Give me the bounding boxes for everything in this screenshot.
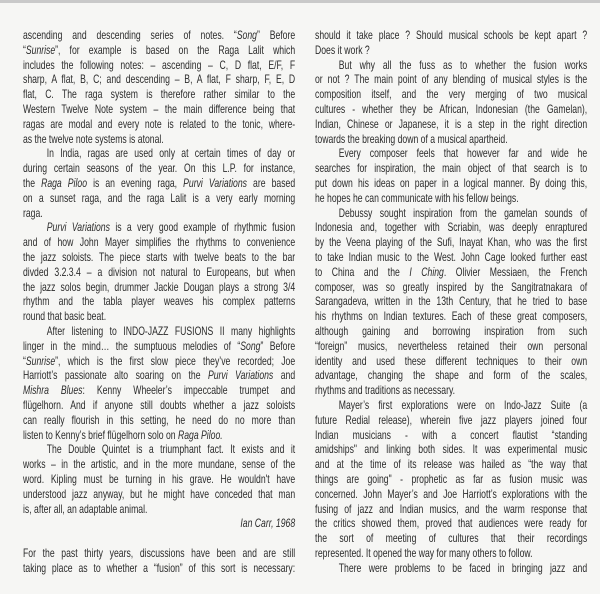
text-segment: : Kenny Wheeler’s impeccable trumpet and <box>82 383 296 398</box>
text-line <box>315 265 587 280</box>
text-segment: represented. It opened the way for many others to follow. <box>315 545 533 560</box>
text-segment: linger in the mind… the sumptuous melodies of “ <box>23 338 241 353</box>
text-line <box>315 398 587 413</box>
text-line <box>23 487 295 502</box>
text-segment: But why all the fuss as to whether the fusion works <box>338 57 588 72</box>
italic-title: Song <box>240 338 261 353</box>
text-segment: the jazz soloists. The piece starts with twelve beats to the bar <box>23 249 296 264</box>
text-line <box>23 206 295 221</box>
text-line <box>315 339 587 354</box>
text-line <box>315 516 587 531</box>
text-segment: taking place as to whether a “fusion” of this sort is necessary: <box>23 560 296 575</box>
paragraph <box>315 58 587 147</box>
text-segment: round that basic beat. <box>23 309 107 324</box>
text-line <box>23 294 295 309</box>
text-line <box>315 294 587 309</box>
text-segment: The Double Quintet is a triumphant fact. It exists and it <box>46 442 296 457</box>
text-segment: After listening to INDO-JAZZ FUSIONS II many highlights <box>46 323 296 338</box>
italic-title: Purvi Variations <box>46 220 110 235</box>
text-line <box>315 117 587 132</box>
text-segment: the <box>23 175 42 190</box>
text-segment: sharp, A flat, B, C; and descending – B, A flat, F sharp, F, E, D <box>23 72 296 87</box>
text-line <box>315 206 587 221</box>
text-segment: to China and the <box>315 264 410 279</box>
text-segment: flat, C. The raga system is therefore rather similar to the <box>23 87 296 102</box>
text-segment: and of how John Mayer simplifies the rhythms to convenience <box>23 235 296 250</box>
text-segment: towards the breaking down of a musical apartheid. <box>315 131 508 146</box>
text-line <box>23 58 295 73</box>
text-line <box>23 191 295 206</box>
text-segment: For the past thirty years, discussions have been and are still <box>23 545 296 560</box>
italic-title: Mishra Blues <box>23 383 83 398</box>
text-segment: advantage, changing the shape and form of the scales, <box>315 368 588 383</box>
text-segment: Indonesia and, together with Scriabin, was deeply enraptured <box>315 220 588 235</box>
text-line <box>23 102 295 117</box>
text-line <box>315 383 587 398</box>
text-segment: Indian musicians - with a concert flautist “standing <box>315 427 588 442</box>
text-line <box>23 398 295 413</box>
text-line <box>315 309 587 324</box>
text-line <box>315 161 587 176</box>
text-segment: cultures - whether they be African, Indonesian (the Gamelan), <box>315 101 588 116</box>
paragraph <box>315 146 587 205</box>
text-segment: is, after all, an adaptable animal. <box>23 501 148 516</box>
text-line <box>23 368 295 383</box>
text-line <box>315 324 587 339</box>
text-line <box>315 72 587 87</box>
text-line <box>315 132 587 147</box>
text-line <box>315 191 587 206</box>
text-line <box>23 457 295 472</box>
paragraph <box>315 28 587 58</box>
text-segment: although gaining and borrowing inspiration from such <box>315 323 588 338</box>
text-line <box>23 28 295 43</box>
text-line <box>315 176 587 191</box>
paragraph <box>23 324 295 442</box>
text-segment: on a sunset raga, and the raga Lalit is a very early morning <box>23 190 296 205</box>
text-segment: ragas are modal and every note is related to the tonic, where- <box>23 116 296 131</box>
text-line <box>23 235 295 250</box>
text-segment: . Olivier Messiaen, the French <box>443 264 588 279</box>
italic-title: Purvi Variations <box>183 175 247 190</box>
text-segment: “foreign” musics, nevertheless retained their own personal <box>315 338 588 353</box>
text-segment: works – in the artistic, and in the more mundane, sense of the <box>23 457 296 472</box>
text-line <box>23 561 295 576</box>
text-segment: “ <box>23 353 26 368</box>
text-line <box>315 502 587 517</box>
text-line <box>23 383 295 398</box>
text-segment: rhythm and the tabla player weaves his complex patterns <box>23 294 296 309</box>
text-segment: ” Before <box>260 338 296 353</box>
text-segment: “ <box>23 42 26 57</box>
text-segment: and at the time of its release was hailed as “the way that <box>315 457 588 472</box>
text-line <box>315 413 587 428</box>
text-line <box>315 220 587 235</box>
text-segment: In India, ragas are used only at certain times of day or <box>46 146 296 161</box>
text-line <box>315 428 587 443</box>
paragraph <box>23 220 295 324</box>
text-segment: includes the following notes: – ascending – C, D flat, E/F, F <box>23 57 296 72</box>
text-segment: are based <box>246 175 296 190</box>
text-line <box>315 487 587 502</box>
paragraph <box>315 206 587 398</box>
text-segment: composer, was so greatly inspired by the Sangitratnakara of <box>315 279 588 294</box>
text-segment: Western Twelve Note system – the main difference being that <box>23 101 296 116</box>
text-line <box>315 250 587 265</box>
italic-title: Purvi Variations <box>207 368 274 383</box>
text-line <box>23 117 295 132</box>
text-segment: ”, which is the first slow piece they’ve recorded; Joe <box>55 353 296 368</box>
text-segment: Indian, Chinese or Japanese, it is a step in the right direction <box>315 116 588 131</box>
text-line <box>315 368 587 383</box>
text-segment: things are going" - prophetic as far as fusion music was <box>315 471 588 486</box>
text-segment: should it take place ? Should musical schools be kept apart ? <box>315 28 588 42</box>
text-segment: and <box>273 368 296 383</box>
text-line <box>23 43 295 58</box>
text-line <box>315 354 587 369</box>
text-segment: he hopes he can communicate with his fellow beings. <box>315 190 519 205</box>
italic-title: Raga Piloo <box>41 175 88 190</box>
paragraph <box>23 28 295 146</box>
text-line <box>23 250 295 265</box>
text-segment: There were problems to be faced in bringing jazz and <box>338 560 588 575</box>
text-line <box>23 516 295 531</box>
text-line <box>315 87 587 102</box>
text-line <box>23 146 295 161</box>
text-line <box>23 339 295 354</box>
text-segment: put down his ideas on paper in a logical manner. By doing this, <box>315 175 588 190</box>
text-line <box>23 132 295 147</box>
text-line <box>23 428 295 443</box>
text-segment: to take Indian music to the West. John Cage looked further east <box>315 249 588 264</box>
text-line <box>315 43 587 58</box>
text-line <box>23 265 295 280</box>
italic-title: Raga Piloo. <box>177 427 223 442</box>
text-line <box>315 546 587 561</box>
text-segment: the sort of meeting of cultures that their recordings <box>315 531 588 546</box>
text-segment: his rhythms on Indian textures. Each of these great composers, <box>315 309 588 324</box>
text-segment: listen to Kenny’s brief flügelhorn solo on <box>23 427 178 442</box>
paragraph <box>315 561 587 576</box>
italic-title: Song <box>236 28 257 42</box>
text-line <box>315 58 587 73</box>
text-segment: rhythms and traditions as necessary. <box>315 383 456 398</box>
text-segment: identity and used these different techniques to their own <box>315 353 588 368</box>
text-segment: divded 3.2.3.4 – a division not natural to Europeans, but when <box>23 264 296 279</box>
text-segment: Harriott’s passionate alto soaring on the <box>23 368 208 383</box>
text-line <box>315 146 587 161</box>
text-line <box>23 472 295 487</box>
text-line <box>315 472 587 487</box>
text-line <box>315 28 587 43</box>
text-segment: amidships" and linking both sides. It was experimental music <box>315 442 588 457</box>
text-segment: searches for inspiration, the main object of that search is to <box>315 161 588 176</box>
text-segment: concerned. John Mayer’s and Joe Harriott’s explorations with the <box>315 486 588 501</box>
text-segment: Every composer feels that however far and wide he <box>338 146 588 161</box>
text-segment: fusing of jazz and Indian musics, and the warm response that <box>315 501 588 516</box>
paragraph <box>315 398 587 561</box>
author-signature <box>23 516 295 531</box>
text-line <box>23 87 295 102</box>
paragraph <box>23 442 295 516</box>
text-segment: flügelhorn. And if anyone still doubts whether a jazz soloists <box>23 397 296 412</box>
text-line <box>23 176 295 191</box>
text-line <box>23 309 295 324</box>
text-segment: during certain seasons of the year. On this L.P. for instance, <box>23 161 296 176</box>
text-segment: ascending and descending series of notes. “ <box>23 28 237 42</box>
page-top-edge <box>0 0 600 3</box>
text-line <box>23 413 295 428</box>
right-text-column <box>315 28 587 575</box>
text-segment: the critics showed them, proved that audiences were ready for <box>315 516 588 531</box>
text-segment: word. Kipling must be turning in his grave. He wouldn't have <box>23 471 296 486</box>
text-segment: Does it work ? <box>315 42 370 57</box>
italic-title: Sunrise <box>25 42 56 57</box>
text-line <box>23 442 295 457</box>
text-segment: raga. <box>23 205 43 220</box>
text-segment: the jazz solos begin, drummer Jackie Dougan plays a strong 3/4 <box>23 279 296 294</box>
italic-title: I Ching <box>409 264 444 279</box>
text-segment: Sarangadeva, written in the 13th Century, that he tried to base <box>315 294 588 309</box>
paragraph <box>23 146 295 220</box>
text-line <box>315 531 587 546</box>
text-line <box>23 502 295 517</box>
text-segment: by the Veena playing of the Sufi, Inayat Khan, who was the first <box>315 235 588 250</box>
text-segment: ” Before <box>256 28 296 42</box>
text-line <box>23 161 295 176</box>
text-line <box>23 280 295 295</box>
text-line <box>315 102 587 117</box>
text-segment: as the twelve note systems is atonal. <box>23 131 164 146</box>
text-segment: understood jazz anyway, but he might have conceded that man <box>23 486 296 501</box>
text-line <box>23 324 295 339</box>
text-line <box>315 235 587 250</box>
text-segment: Mayer’s first explorations were on Indo-Jazz Suite (a <box>338 397 588 412</box>
text-line <box>23 220 295 235</box>
text-segment: is a very good example of rhythmic fusion <box>109 220 296 235</box>
text-segment: Ian Carr, 1968 <box>240 516 296 531</box>
text-line <box>23 546 295 561</box>
text-line <box>23 354 295 369</box>
text-line <box>315 561 587 576</box>
paragraph <box>23 546 295 576</box>
text-line <box>315 457 587 472</box>
text-segment: composition itself, and the very merging of two musical <box>315 87 588 102</box>
text-segment: ”, for example is based on the Raga Lalit which <box>55 42 296 57</box>
text-segment: or not ? The main point of any blending of musical styles is the <box>315 72 588 87</box>
text-segment: is an evening raga, <box>87 175 184 190</box>
text-segment: Debussy sought inspiration from the gamelan sounds of <box>338 205 588 220</box>
text-segment: future Redial release), wherein five jazz players joined four <box>315 412 588 427</box>
italic-title: Sunrise <box>25 353 56 368</box>
text-line <box>315 442 587 457</box>
left-text-column <box>23 28 295 575</box>
text-segment: can really flourish in this setting, he need do no more than <box>23 412 296 427</box>
text-line <box>315 280 587 295</box>
text-line <box>23 72 295 87</box>
